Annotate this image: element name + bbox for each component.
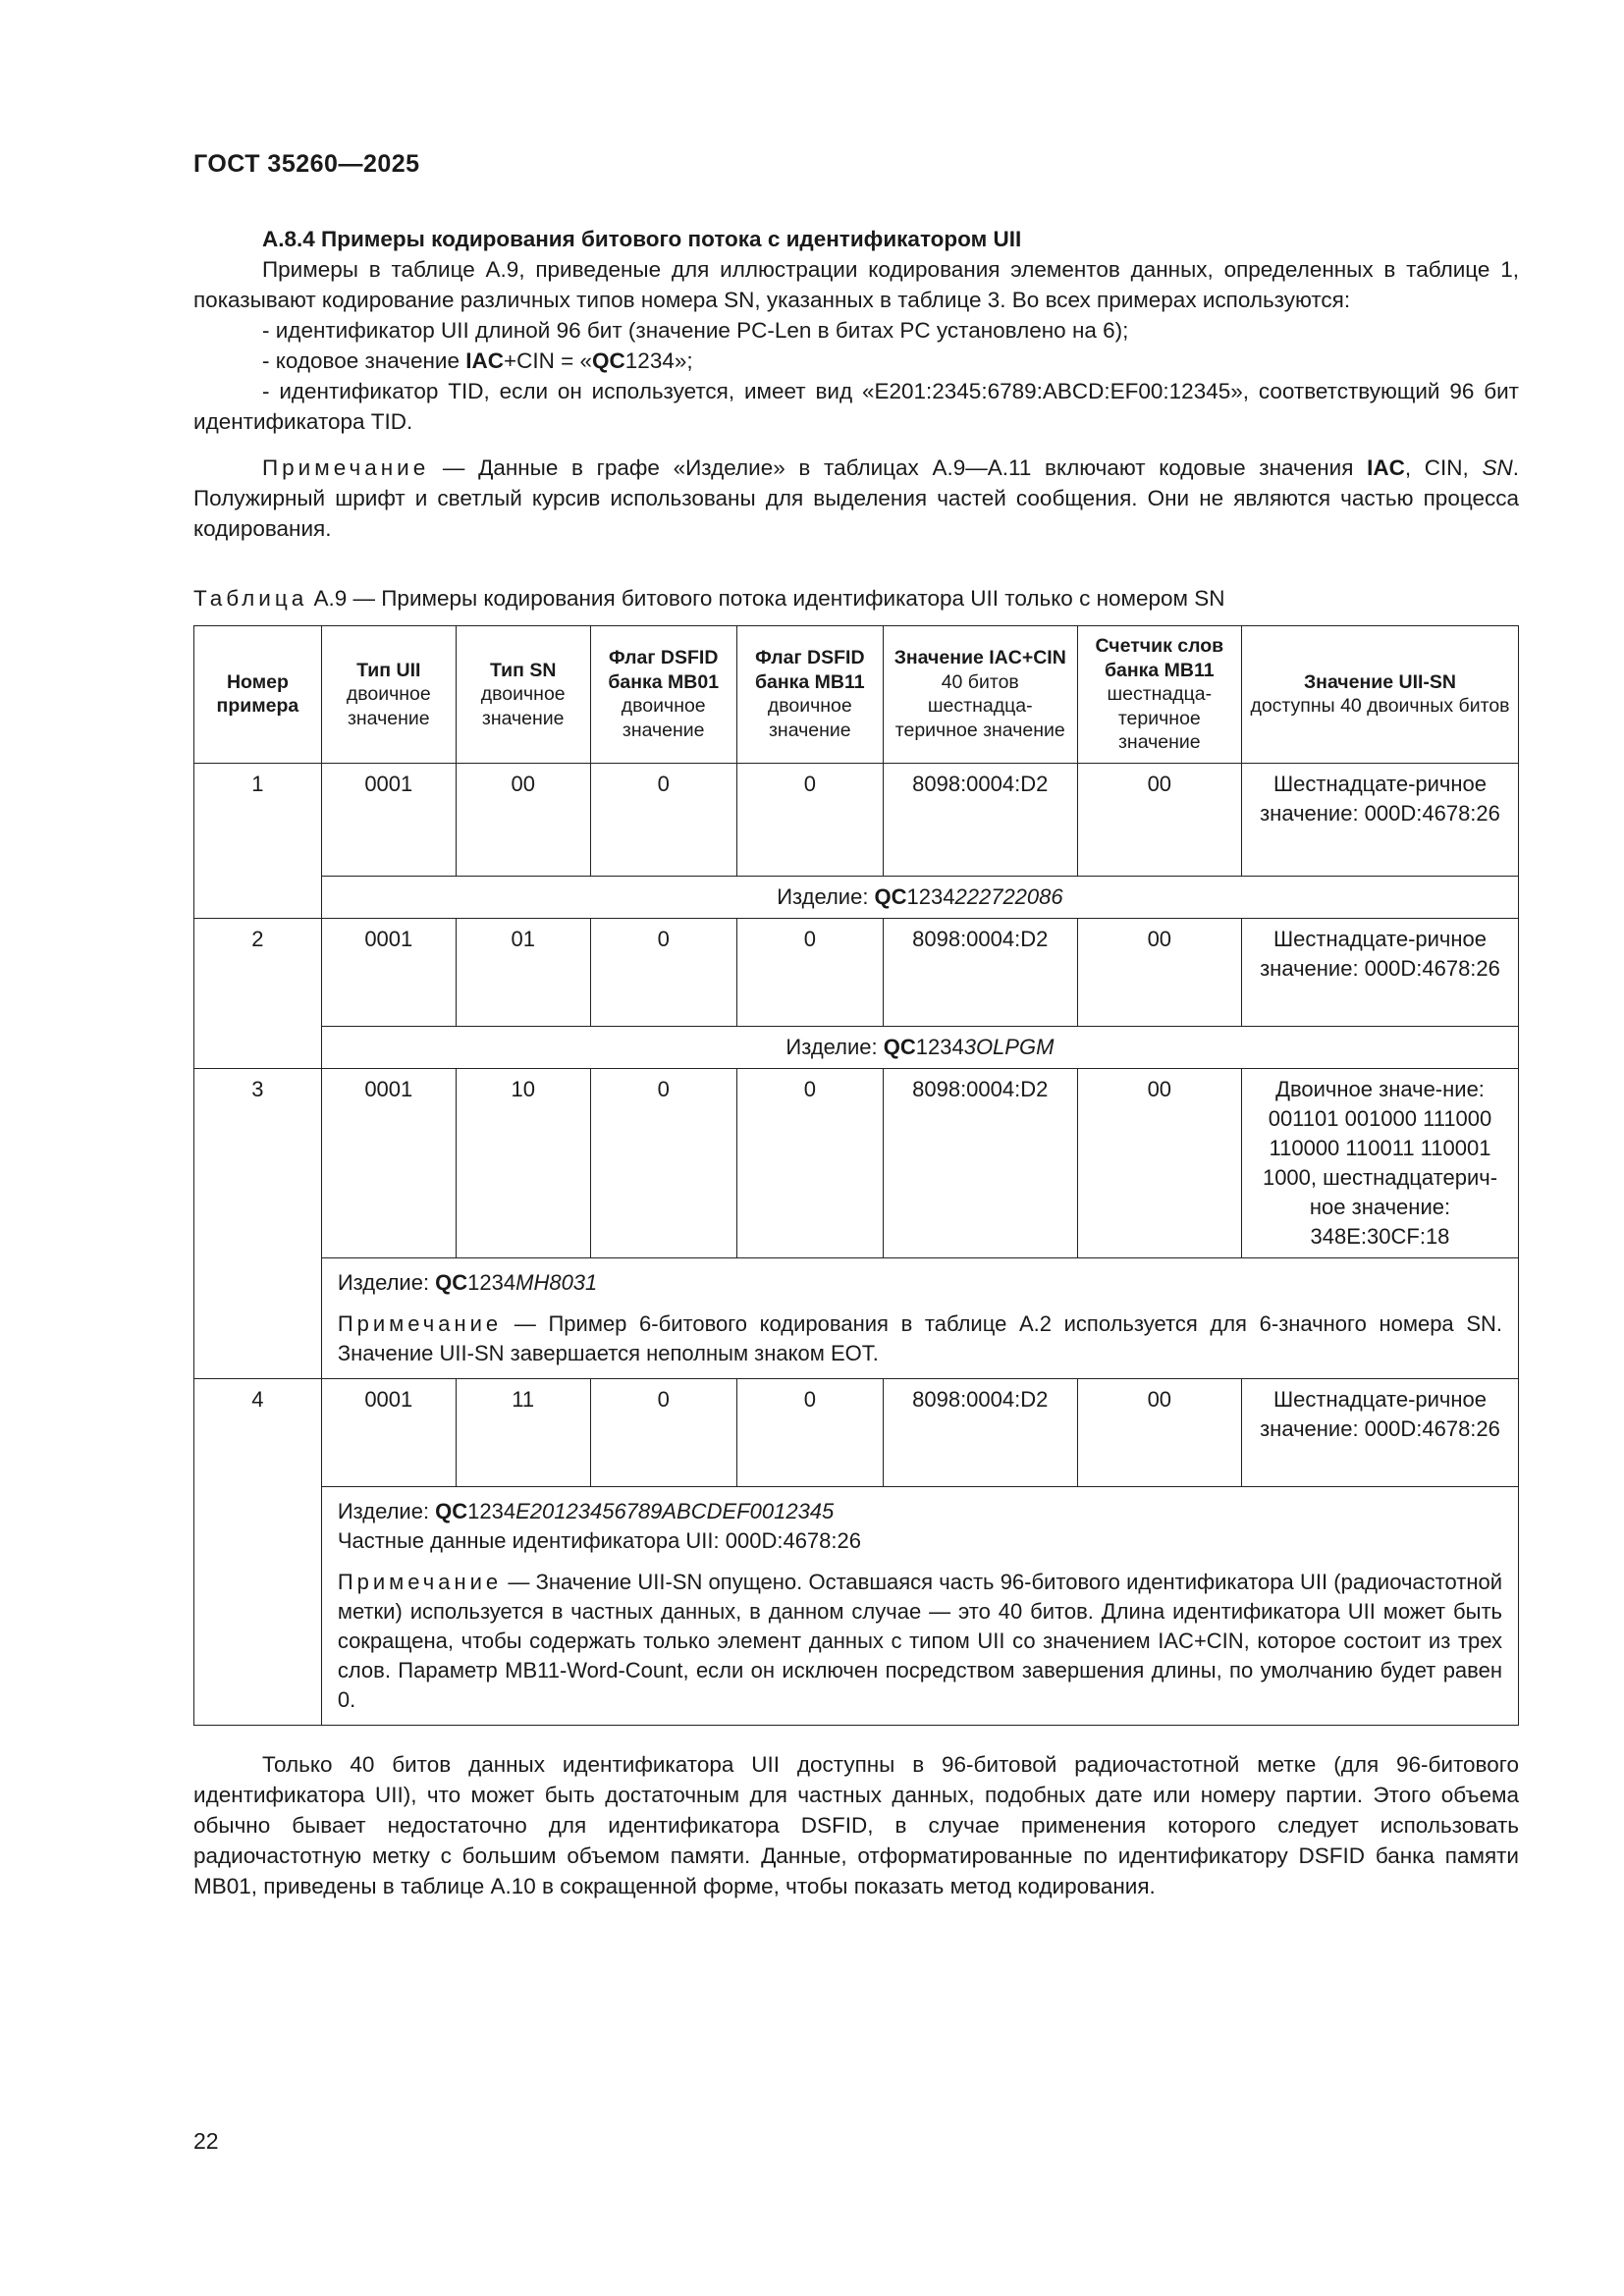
cell-item-note [321,1486,1518,1725]
cell-uii-sn: Двоичное значе-ние: 001101 001000 111000 110000 110011 110001 1000, шестнадцатерич-ное значение: 348E:30CF:18 [1241,1068,1518,1257]
table-row-item [194,1486,1519,1725]
header-sn-type: Тип SN двоичное значение [456,626,590,764]
header-word-count: Счетчик слов банка MB11 шестнадца-теричное значение [1077,626,1241,764]
document-header: ГОСТ 35260—2025 [193,150,420,178]
intro-paragraph: Примеры в таблице А.9, приведеные для иллюстрации кодирования элементов данных, определенных в таблице 1, показывают кодирование различных типов номера SN, указанных в таблице 3. Во всех примерах используются: [193,257,1519,312]
table-caption: Таблица А.9 — Примеры кодирования битового потока идентификатора UII только с номером SN [193,586,1225,611]
cell-example-number: 2 [194,918,322,1068]
cell-mb11: 0 [736,763,883,876]
list-item-2: - кодовое значение IAC+CIN = «QC1234»; [262,348,693,373]
cell-uii-type: 0001 [321,1378,456,1486]
cell-sn-type: 10 [456,1068,590,1257]
table-row-item [194,1257,1519,1378]
header-dsfid-mb11: Флаг DSFID банка MB11 двоичное значение [736,626,883,764]
cell-word-count: 00 [1077,918,1241,1026]
header-example-number: Номер примера [194,626,322,764]
section-title: A.8.4 Примеры кодирования битового потока с идентификатором UII [262,227,1022,251]
cell-uii-sn: Шестнадцате-ричное значение: 000D:4678:26 [1241,1378,1518,1486]
table-header-row [194,626,1519,764]
page-number: 22 [193,2128,219,2154]
closing-paragraph: Только 40 битов данных идентификатора UII доступны в 96-битовой радиочастотной метке (для 96-битового идентификатора UII), что может быть достаточным для частных данных, подобных дате или номеру партии. Этого объема обычно бывает недостаточно для идентификатора DSFID, в случае применения которого следует использовать радиочастотную метку с большим объемом памяти. Данные, отформатированные по идентификатору DSFID банка памяти MB01, приведены в таблице А.10 в сокращенной форме, чтобы показать метод кодирования. [193,1751,1519,1898]
encoding-table [193,625,1519,1726]
page-content [193,224,1519,1901]
cell-word-count: 00 [1077,1378,1241,1486]
cell-word-count: 00 [1077,1068,1241,1257]
header-uii-sn: Значение UII-SN доступны 40 двоичных битов [1241,626,1518,764]
cell-sn-type: 00 [456,763,590,876]
cell-example-number: 1 [194,763,322,918]
cell-uii-sn: Шестнадцате-ричное значение: 000D:4678:26 [1241,918,1518,1026]
cell-mb01: 0 [590,1378,736,1486]
header-iac-cin: Значение IAC+CIN 40 битов шестнадца-теричное значение [883,626,1077,764]
cell-iac-cin: 8098:0004:D2 [883,1068,1077,1257]
cell-sn-type: 11 [456,1378,590,1486]
cell-uii-type: 0001 [321,1068,456,1257]
cell-iac-cin: 8098:0004:D2 [883,918,1077,1026]
cell-uii-sn: Шестнадцате-ричное значение: 000D:4678:26 [1241,763,1518,876]
table-row-item [194,1026,1519,1068]
table-note: Примечание — Значение UII-SN опущено. Оставшаяся часть 96-битового идентификатора UII (радиочастотной метки) используется в частных данных, в данном случае — это 40 битов. Длина идентификатора UII может быть сокращена, чтобы содержать только элемент данных с типом UII со значением IAC+CIN, которое состоит из трех слов. Параметр MB11-Word-Count, если он исключен посредством завершения длины, по умолчанию будет равен 0. [337,1569,1502,1712]
list-item-1: - идентификатор UII длиной 96 бит (значение PC-Len в битах PC установлено на 6); [262,318,1129,343]
cell-iac-cin: 8098:0004:D2 [883,1378,1077,1486]
table-row [194,918,1519,1026]
header-dsfid-mb01: Флаг DSFID банка MB01 двоичное значение [590,626,736,764]
item-line: Изделие: QC1234E20123456789ABCDEF0012345 [337,1498,835,1523]
table-note: Примечание — Пример 6-битового кодирования в таблице А.2 используется для 6-значного номера SN. Значение UII-SN завершается неполным знаком EOT. [337,1310,1502,1365]
header-uii-type: Тип UII двоичное значение [321,626,456,764]
table-row [194,763,1519,876]
cell-item: Изделие: QC12343OLPGM [321,1026,1518,1068]
cell-example-number: 4 [194,1378,322,1725]
note-paragraph: Примечание — Данные в графе «Изделие» в таблицах А.9—А.11 включают кодовые значения IAC, CIN, SN. Полужирный шрифт и светлый курсив использованы для выделения частей сообщения. Они не являются частью процесса кодирования. [193,455,1519,541]
cell-mb01: 0 [590,918,736,1026]
list-item-3: - идентификатор TID, если он используется, имеет вид «E201:2345:6789:ABCD:EF00:12345», соответствующий 96 бит идентификатора TID. [193,379,1519,434]
cell-iac-cin: 8098:0004:D2 [883,763,1077,876]
cell-mb01: 0 [590,763,736,876]
cell-mb11: 0 [736,1068,883,1257]
item-line: Изделие: QC1234MH8031 [337,1269,598,1295]
cell-sn-type: 01 [456,918,590,1026]
table-row [194,1068,1519,1257]
private-data-line: Частные данные идентификатора UII: 000D:4678:26 [337,1527,861,1553]
table-row-item [194,876,1519,918]
cell-mb01: 0 [590,1068,736,1257]
cell-item-note [321,1257,1518,1378]
cell-uii-type: 0001 [321,918,456,1026]
cell-mb11: 0 [736,1378,883,1486]
cell-uii-type: 0001 [321,763,456,876]
table-row [194,1378,1519,1486]
cell-example-number: 3 [194,1068,322,1378]
cell-item: Изделие: QC1234222722086 [321,876,1518,918]
cell-mb11: 0 [736,918,883,1026]
cell-word-count: 00 [1077,763,1241,876]
